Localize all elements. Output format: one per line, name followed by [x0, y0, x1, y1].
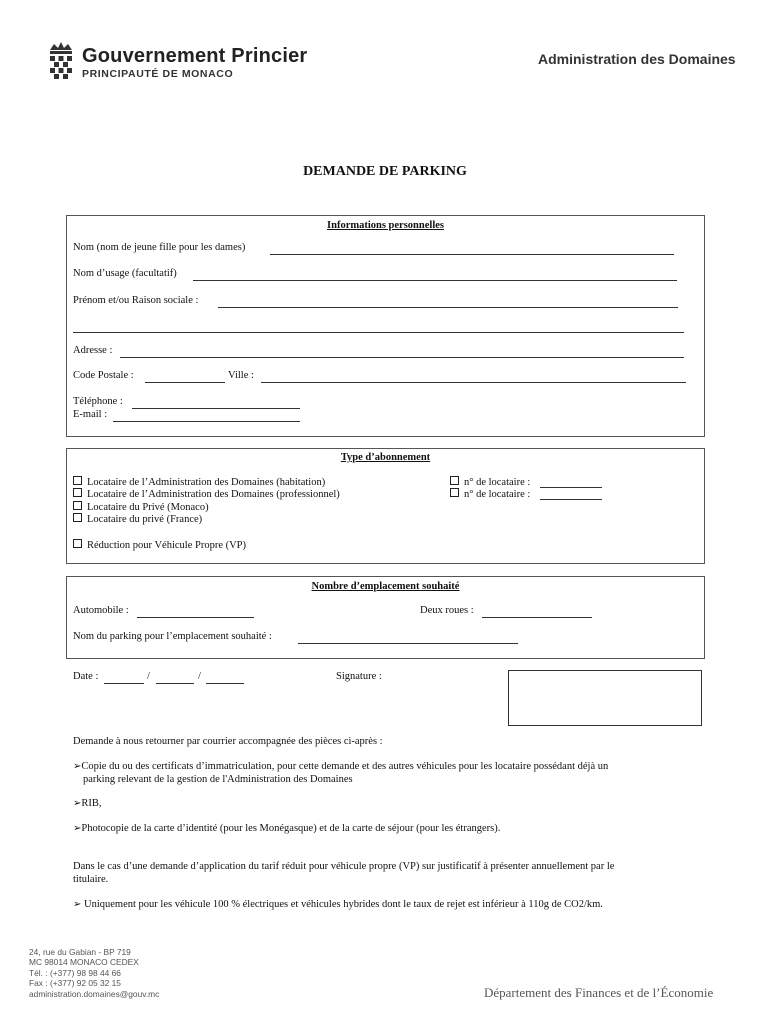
date-slash-2: /: [198, 671, 201, 682]
parking-name-input-line[interactable]: [298, 643, 518, 644]
parking-name-field[interactable]: [73, 631, 272, 642]
checkbox-habitation[interactable]: [73, 476, 82, 485]
footer-address-city: MC 98014 MONACO CEDEX: [29, 957, 139, 968]
locataire-no-habitation-input-line[interactable]: [540, 487, 602, 488]
spots-heading: Nombre d’emplacement souhaité: [311, 581, 460, 592]
vehicle-condition: [73, 898, 603, 911]
locataire-no-professionnel[interactable]: [450, 488, 530, 500]
footer-fax: Fax : (+377) 92 05 32 15: [29, 978, 121, 989]
monaco-crest-logo: [44, 40, 78, 82]
automobile-field[interactable]: [73, 605, 129, 616]
option-habitation-label: Locataire de l’Administration des Domaines (habitation): [87, 477, 326, 488]
option-vehicule-propre-label: Réduction pour Véhicule Propre (VP): [87, 540, 247, 551]
checkbox-prive-france[interactable]: [73, 513, 82, 522]
option-habitation[interactable]: [73, 476, 325, 488]
option-prive-monaco-label: Locataire du Privé (Monaco): [87, 502, 209, 513]
extra-line[interactable]: [73, 332, 684, 333]
checkbox-locataire-no-habitation[interactable]: [450, 476, 459, 485]
date-label: Date :: [73, 671, 99, 682]
footer-email: administration.domaines@gouv.mc: [29, 988, 160, 999]
adresse-input-line[interactable]: [120, 357, 684, 358]
document-title: DEMANDE DE PARKING: [303, 164, 467, 179]
code-postal-input-line[interactable]: [145, 382, 225, 383]
vehicle-condition-text: Uniquement pour les véhicule 100 % électriques et véhicules hybrides dont le taux de rejet est inférieur à 110g de CO2/km.: [84, 899, 603, 910]
checkbox-prive-monaco[interactable]: [73, 501, 82, 510]
nom-usage-label: Nom d’usage (facultatif): [73, 268, 177, 279]
signature-box[interactable]: [508, 670, 702, 726]
nom-input-line[interactable]: [270, 254, 674, 255]
government-title: Gouvernement Princier: [82, 45, 308, 67]
instruction-item-rib: [73, 797, 102, 810]
reduced-rate-note: Dans le cas d’une demande d’application du tarif réduit pour véhicule propre (VP) sur justificatif à présenter annuellement par le: [73, 861, 615, 872]
signature-label: Signature :: [336, 671, 382, 682]
date-month-input-line[interactable]: [156, 683, 194, 684]
email-label: E-mail :: [73, 409, 108, 420]
nom-label: Nom (nom de jeune fille pour les dames): [73, 242, 246, 253]
instruction-copie-text: Copie du ou des certificats d’immatriculation, pour cette demande et des autres véhicules pour les locataire possédant déjà un: [81, 761, 609, 772]
option-prive-france[interactable]: [73, 513, 202, 525]
checkbox-locataire-no-professionnel[interactable]: [450, 488, 459, 497]
ville-input-line[interactable]: [261, 382, 686, 383]
subscription-heading: Type d’abonnement: [340, 452, 431, 463]
email-field[interactable]: [73, 409, 107, 420]
date-field[interactable]: [73, 671, 98, 682]
locataire-no-label-2: n° de locataire :: [464, 489, 531, 500]
telephone-label: Téléphone :: [73, 396, 123, 407]
arrow-bullet-icon: ➢: [73, 798, 82, 809]
deux-roues-label: Deux roues :: [420, 605, 474, 616]
parking-name-label: Nom du parking pour l’emplacement souhaité :: [73, 631, 272, 642]
prenom-field[interactable]: [73, 295, 198, 306]
option-professionnel[interactable]: [73, 488, 340, 500]
code-postal-label: Code Postale :: [73, 370, 134, 381]
deux-roues-input-line[interactable]: [482, 617, 592, 618]
instruction-item-copie: [73, 760, 608, 773]
principality-subtitle: PRINCIPAUTÉ DE MONACO: [82, 68, 234, 80]
instruction-rib-text: RIB,: [81, 798, 102, 809]
arrow-bullet-icon: ➢: [73, 899, 82, 910]
instruction-copie-continued: parking relevant de la gestion de l'Administration des Domaines: [83, 774, 353, 785]
locataire-no-habitation[interactable]: [450, 476, 530, 488]
footer-address: [29, 947, 159, 999]
checkbox-professionnel[interactable]: [73, 488, 82, 497]
adresse-label: Adresse :: [73, 345, 113, 356]
nom-usage-input-line[interactable]: [193, 280, 677, 281]
automobile-label: Automobile :: [73, 605, 129, 616]
date-slash-1: /: [147, 671, 150, 682]
code-postal-field[interactable]: [73, 370, 134, 381]
nom-field[interactable]: [73, 242, 245, 253]
automobile-input-line[interactable]: [137, 617, 254, 618]
adresse-field[interactable]: [73, 345, 112, 356]
footer-phone: Tél. : (+377) 98 98 44 66: [29, 967, 121, 978]
arrow-bullet-icon: ➢: [73, 761, 82, 772]
telephone-input-line[interactable]: [132, 408, 300, 409]
instruction-item-photocopie: [73, 822, 500, 835]
footer-address-street: 24, rue du Gabian - BP 719: [29, 947, 131, 957]
prenom-label: Prénom et/ou Raison sociale :: [73, 295, 199, 306]
date-year-input-line[interactable]: [206, 683, 244, 684]
nom-usage-field[interactable]: [73, 268, 177, 279]
ville-field[interactable]: [228, 370, 254, 381]
deux-roues-field[interactable]: [420, 605, 474, 616]
instructions-intro: Demande à nous retourner par courrier accompagnée des pièces ci-après :: [73, 736, 383, 747]
prenom-input-line[interactable]: [218, 307, 678, 308]
option-professionnel-label: Locataire de l’Administration des Domaines (professionnel): [87, 489, 340, 500]
footer-department: Département des Finances et de l’Économie: [484, 985, 714, 1000]
personal-info-heading: Informations personnelles: [327, 220, 444, 231]
locataire-no-label: n° de locataire :: [464, 477, 531, 488]
option-vehicule-propre[interactable]: [73, 539, 246, 551]
option-prive-monaco[interactable]: [73, 501, 209, 513]
arrow-bullet-icon: ➢: [73, 823, 82, 834]
ville-label: Ville :: [228, 370, 254, 381]
administration-title: Administration des Domaines: [538, 51, 736, 67]
option-prive-france-label: Locataire du privé (France): [87, 514, 203, 525]
email-input-line[interactable]: [113, 421, 300, 422]
telephone-field[interactable]: [73, 396, 123, 407]
date-day-input-line[interactable]: [104, 683, 144, 684]
instruction-photocopie-text: Photocopie de la carte d’identité (pour les Monégasque) et de la carte de séjour (pour les étrangers).: [81, 823, 501, 834]
locataire-no-professionnel-input-line[interactable]: [540, 499, 602, 500]
reduced-rate-note-continued: titulaire.: [73, 874, 109, 885]
checkbox-vehicule-propre[interactable]: [73, 539, 82, 548]
